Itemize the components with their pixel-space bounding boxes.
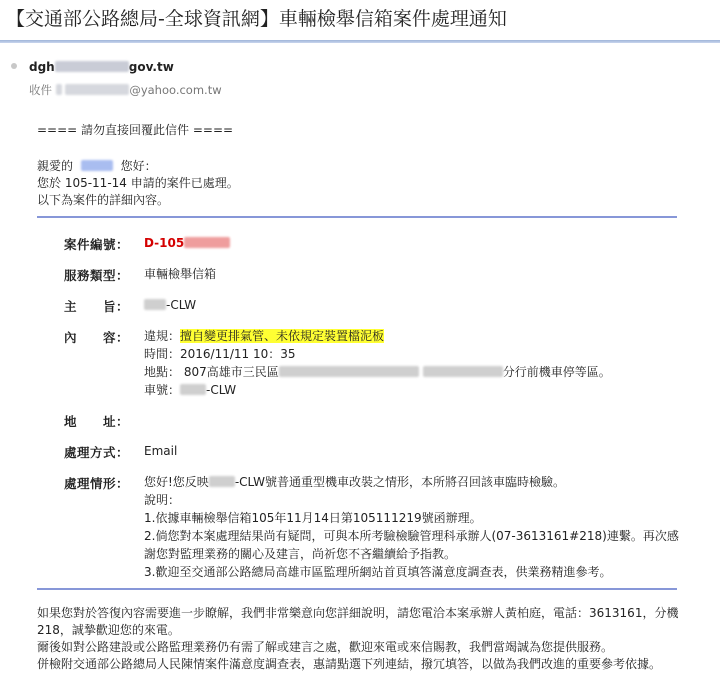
redacted-block [56, 84, 62, 95]
redacted-block [144, 299, 166, 310]
sender-prefix: dgh [29, 60, 55, 74]
sender-address[interactable] [29, 60, 174, 74]
location-suffix: 分行前機車停等區。 [502, 365, 611, 379]
recipient-suffix: @yahoo.com.tw [129, 83, 222, 97]
subject-text: -CLW [166, 298, 197, 312]
service-type-label: 服務類型： [64, 268, 130, 283]
content-location [144, 363, 611, 381]
sender-suffix: gov.tw [128, 60, 174, 74]
status-label: 處理情形： [64, 476, 130, 491]
address-label: 地 址： [64, 414, 130, 429]
status-line-6: 3.歡迎至交通部公路總局高雄市區監理所網站首頁填答滿意度調查表，供業務精進參考。 [144, 565, 612, 579]
greeting [37, 158, 157, 175]
status-line-1-prefix: 您好!您反映 [144, 475, 209, 489]
redacted-block [180, 384, 206, 395]
recipient-label: 收件 [29, 83, 52, 97]
plate-prefix: 車號： [144, 383, 181, 397]
status-line-1 [144, 473, 565, 491]
subject-label: 主 旨： [64, 299, 130, 314]
status-line-5: 謝您對監理業務的關心及建言，尚祈您不吝繼續給予指教。 [144, 547, 457, 561]
do-not-reply-notice: ==== 請勿直接回覆此信件 ==== [37, 123, 234, 137]
status-line-2: 說明： [144, 493, 181, 507]
footer-contact: 如果您對於答復內容需要進一步瞭解，我們非常樂意向您詳細說明，請您電洽本案承辦人黃柏庭，電話：3613161，分機218，誠摯歡迎您的來電。 [37, 606, 679, 637]
intro-line-1: 您於 105-11-14 申請的案件已處理。 [37, 176, 239, 190]
location-prefix: 地點： 807高雄市三民區 [144, 365, 279, 379]
header-divider [0, 40, 720, 43]
section-divider-top [37, 216, 677, 218]
recipient-row[interactable] [29, 82, 222, 98]
status-line-3: 1.依據車輛檢舉信箱105年11月14日第105111219號函辦理。 [144, 511, 482, 525]
footer-survey: 併檢附交通部公路總局人民陳情案件滿意度調查表，惠請點選下列連結，撥冗填答，以做為我們改進的重要參考依據。 [37, 657, 662, 671]
content-plate [144, 381, 236, 399]
email-subject: 【交通部公路總局-全球資訊網】車輛檢舉信箱案件處理通知 [6, 8, 507, 30]
redacted-block [279, 366, 419, 377]
footer-service: 爾後如對公路建設或公路監理業務仍有需了解或建言之處，歡迎來電或來信賜教，我們當竭誠為您提供服務。 [37, 640, 614, 654]
status-line-1-suffix: -CLW號普通重型機車改裝之情形，本所將召回該車臨時檢驗。 [234, 475, 565, 489]
subject-value [144, 296, 196, 314]
redacted-block [423, 366, 503, 377]
violation-prefix: 違規： [144, 329, 181, 343]
content-label: 內 容： [64, 330, 130, 345]
greeting-prefix: 親愛的 [37, 159, 74, 173]
plate-suffix: -CLW [206, 383, 237, 397]
redacted-block [209, 476, 235, 487]
status-line-4: 2.倘您對本案處理結果尚有疑問，可與本所考驗檢驗管理科承辦人(07-3613161#218)連繫。再次感 [144, 529, 679, 543]
sender-avatar [11, 63, 17, 69]
redacted-block [55, 61, 129, 72]
redacted-name [81, 160, 113, 171]
content-violation [144, 327, 384, 345]
method-value: Email [144, 444, 178, 458]
case-number-label: 案件編號： [64, 237, 130, 252]
redacted-block [65, 84, 129, 95]
violation-highlight: 擅自變更排氣管、未依規定裝置檔泥板 [180, 329, 385, 343]
section-divider-bottom [37, 588, 677, 590]
case-number: D-105 [144, 236, 185, 250]
greeting-suffix: 您好： [120, 159, 157, 173]
method-label: 處理方式： [64, 445, 130, 460]
intro-line-2: 以下為案件的詳細內容。 [37, 193, 170, 207]
service-type-value: 車輛檢舉信箱 [144, 267, 217, 281]
case-number-value [144, 234, 230, 252]
content-time: 時間：2016/11/11 10：35 [144, 347, 296, 361]
redacted-block [184, 237, 230, 248]
